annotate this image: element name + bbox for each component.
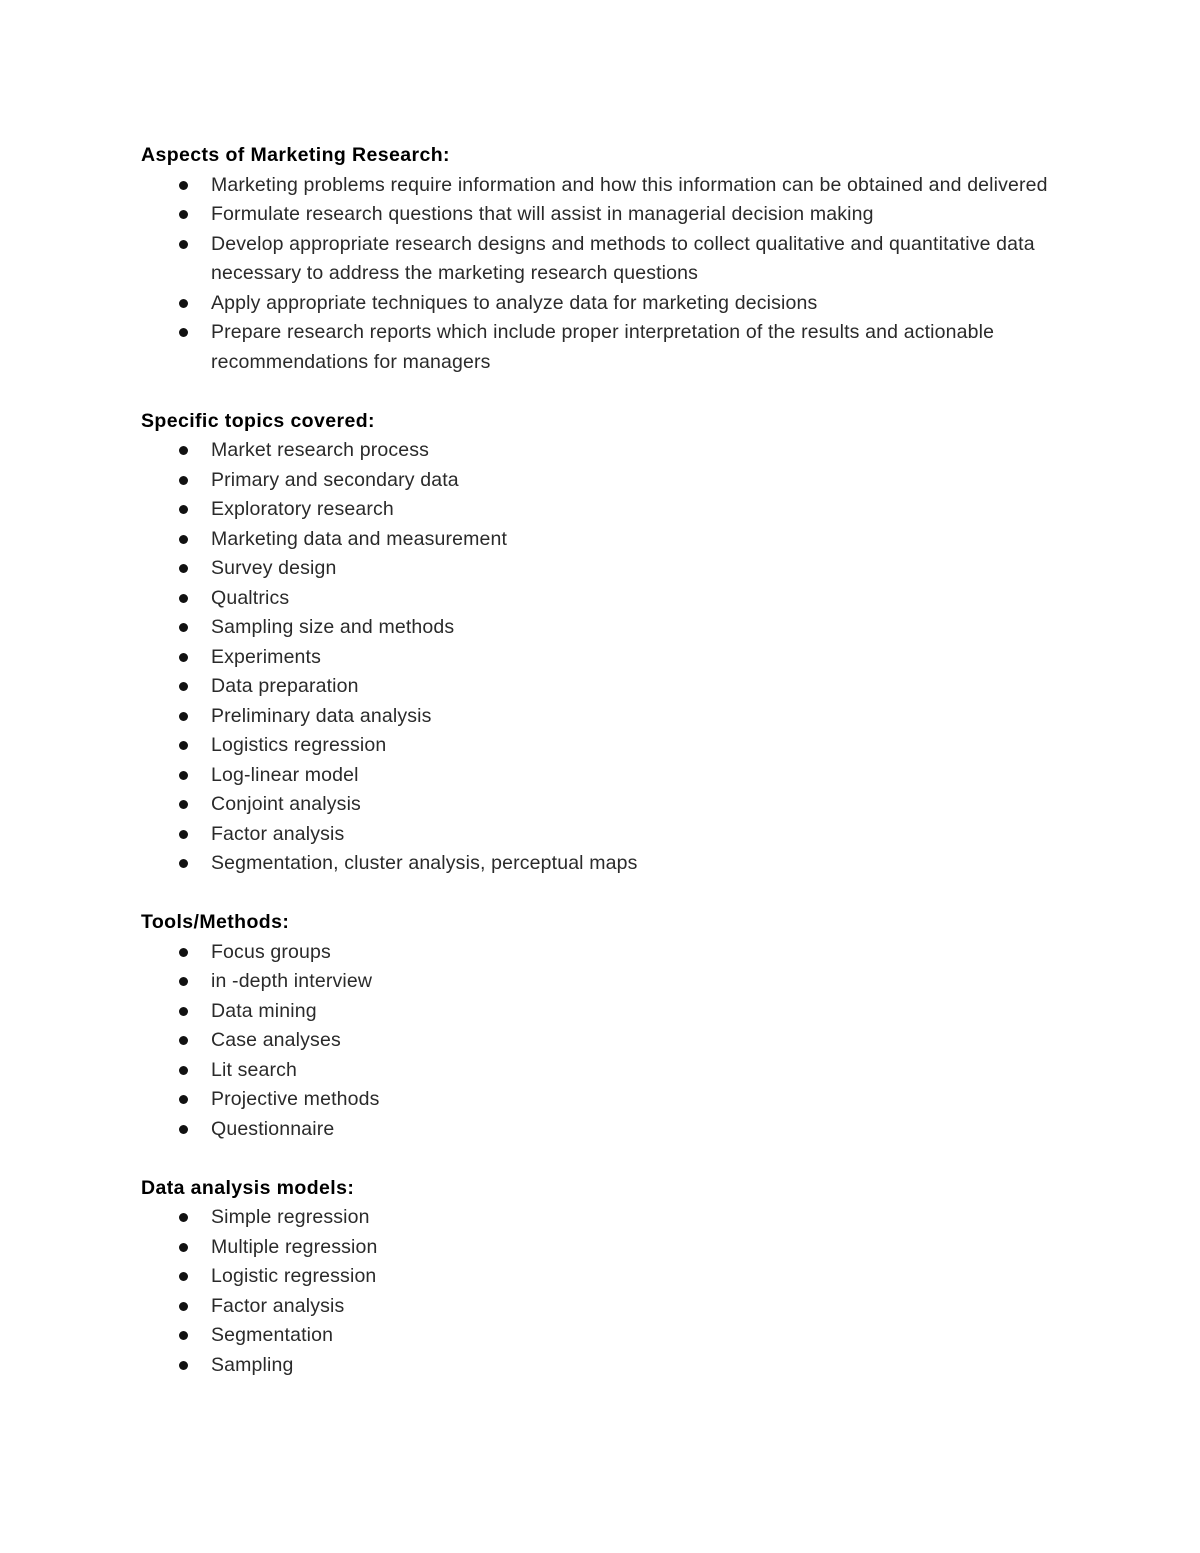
bullet-dot-icon [179,623,188,632]
list-item [141,613,1061,643]
list-item-text: Simple regression [211,1206,370,1228]
list-item [141,1262,1061,1292]
section-heading: Tools/Methods: [141,911,290,933]
list-item-text: Logistics regression [211,734,387,756]
list-item [141,1233,1061,1263]
bullet-dot-icon [179,594,188,603]
bullet-dot-icon [179,1302,188,1311]
bullet-dot-icon [179,476,188,485]
bullet-dot-icon [179,505,188,514]
list-item [141,1056,1061,1086]
bullet-dot-icon [179,1007,188,1016]
list-item-text: Data mining [211,999,317,1022]
list-item-text: Log-linear model [211,763,359,786]
list-item-text: Experiments [211,645,322,668]
bullet-dot-icon [179,771,188,780]
bullet-dot-icon [179,1036,188,1045]
list-item-text: Develop appropriate research designs and methods to collect qualitative and quantitative data necessary to address the marketing research questions [211,232,1035,284]
list-item [141,643,1061,673]
list-item-text: Focus groups [211,940,331,963]
list-item [141,731,1061,761]
bullet-dot-icon [179,299,188,308]
bullet-dot-icon [179,800,188,809]
list-item-text: Segmentation [211,1324,334,1346]
list-item [141,1115,1061,1145]
section [141,1174,1061,1381]
bullet-dot-icon [179,712,188,721]
list-item [141,289,1061,319]
list-item [141,525,1061,555]
list-item-text: Sampling [211,1353,294,1376]
list-item-text: Apply appropriate techniques to analyze data for marketing decisions [211,291,818,314]
bullet-dot-icon [179,1361,188,1370]
list-item-text: Conjoint analysis [211,793,361,815]
list-item-text: Multiple regression [211,1235,378,1258]
list-item-text: Exploratory research [211,498,394,520]
list-item [141,702,1061,732]
bullet-dot-icon [179,1272,188,1281]
list-item-text: Marketing problems require information and how this information can be obtained and delivered [211,173,1048,196]
bullet-dot-icon [179,210,188,219]
list-item-text: Survey design [211,557,337,579]
list-item-text: Factor analysis [211,1294,345,1317]
list-item [141,790,1061,820]
list-item-text: Marketing data and measurement [211,527,508,550]
list-item [141,1026,1061,1056]
list-item [141,318,1061,377]
bullet-dot-icon [179,1213,188,1222]
list-item-text: Qualtrics [211,586,290,609]
list-item [141,967,1061,997]
bullet-dot-icon [179,564,188,573]
list-item [141,200,1061,230]
list-item [141,820,1061,850]
list-item-text: Segmentation, cluster analysis, perceptual maps [211,852,638,874]
list-item-text: Lit search [211,1058,298,1081]
bullet-dot-icon [179,859,188,868]
bullet-dot-icon [179,653,188,662]
list-item [141,1203,1061,1233]
list-item-text: Prepare research reports which include proper interpretation of the results and actionable recommendations for managers [211,321,995,373]
section-heading: Data analysis models: [141,1176,355,1199]
bullet-dot-icon [179,1066,188,1075]
list-item [141,1351,1061,1381]
section [141,908,1061,1144]
bullet-dot-icon [179,977,188,986]
list-item-text: Sampling size and methods [211,616,455,638]
bullet-dot-icon [179,240,188,249]
bullet-list [141,171,1061,378]
bullet-dot-icon [179,741,188,750]
bullet-dot-icon [179,446,188,455]
bullet-dot-icon [179,682,188,691]
bullet-dot-icon [179,328,188,337]
list-item [141,436,1061,466]
bullet-list [141,436,1061,879]
list-item [141,230,1061,289]
list-item-text: Projective methods [211,1088,380,1110]
list-item [141,1292,1061,1322]
bullet-dot-icon [179,1331,188,1340]
list-item-text: Questionnaire [211,1117,335,1140]
list-item [141,495,1061,525]
bullet-dot-icon [179,181,188,190]
list-item [141,1321,1061,1351]
bullet-list [141,1203,1061,1380]
document-body [141,141,1061,1410]
list-item [141,849,1061,879]
section-heading: Specific topics covered: [141,409,375,432]
list-item-text: Logistic regression [211,1265,377,1287]
section [141,141,1061,377]
list-item-text: Factor analysis [211,822,345,845]
list-item [141,171,1061,201]
list-item-text: Formulate research questions that will assist in managerial decision making [211,203,874,225]
list-item [141,761,1061,791]
bullet-list [141,938,1061,1145]
bullet-dot-icon [179,535,188,544]
list-item-text: Data preparation [211,675,359,697]
bullet-dot-icon [179,1095,188,1104]
section-heading: Aspects of Marketing Research: [141,144,450,166]
list-item [141,584,1061,614]
list-item-text: in -depth interview [211,970,373,992]
list-item [141,554,1061,584]
list-item-text: Market research process [211,439,430,461]
list-item [141,997,1061,1027]
bullet-dot-icon [179,830,188,839]
list-item-text: Primary and secondary data [211,468,459,491]
list-item [141,466,1061,496]
bullet-dot-icon [179,1125,188,1134]
list-item [141,1085,1061,1115]
list-item-text: Case analyses [211,1029,341,1051]
list-item-text: Preliminary data analysis [211,704,432,727]
bullet-dot-icon [179,1243,188,1252]
list-item [141,672,1061,702]
list-item [141,938,1061,968]
bullet-dot-icon [179,948,188,957]
section [141,407,1061,879]
